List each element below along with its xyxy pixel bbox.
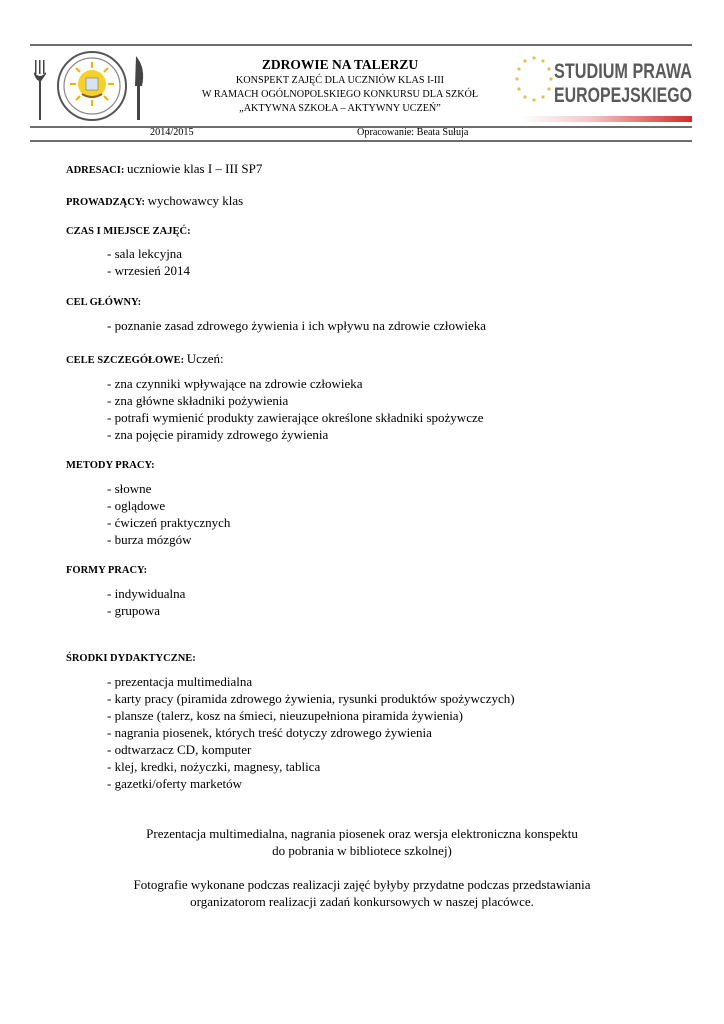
section-adresaci: ADRESACI: uczniowie klas I – III SP7 xyxy=(66,161,263,176)
formy-label: FORMY PRACY: xyxy=(66,565,148,576)
subtitle-line-2: W RAMACH OGÓLNOPOLSKIEGO KONKURSU DLA SZKÓŁ xyxy=(201,89,479,100)
note-photos-line-1: Fotografie wykonane podczas realizacji zajęć byłyby przydatne podczas przedstawiania xyxy=(133,877,591,892)
czas-label: CZAS I MIEJSCE ZAJĘĆ: xyxy=(66,226,191,237)
adresaci-label: ADRESACI xyxy=(66,165,121,176)
header-top-rule xyxy=(30,44,692,46)
note-download-line-2: do pobrania w bibliotece szkolnej) xyxy=(272,843,452,858)
list-item: - indywidualna xyxy=(107,586,186,601)
list-item: - słowne xyxy=(107,481,152,496)
list-item: - prezentacja multimedialna xyxy=(107,674,253,689)
list-item: - gazetki/oferty marketów xyxy=(107,776,242,791)
subtitle-line-1: KONSPEKT ZAJĘĆ DLA UCZNIÓW KLAS I-III xyxy=(235,75,445,86)
studium-prawa-logo xyxy=(512,50,697,122)
cele-value: Uczeń: xyxy=(186,351,224,366)
subtitle-line-3: „AKTYWNA SZKOŁA – AKTYWNY UCZEŃ” xyxy=(239,103,441,114)
metody-label: METODY PRACY: xyxy=(66,460,155,471)
document-title: ZDROWIE NA TALERZU xyxy=(261,57,419,72)
school-year: 2014/2015 xyxy=(150,127,194,138)
list-item: - oglądowe xyxy=(107,498,166,513)
section-cele-szczegolowe xyxy=(66,351,224,367)
list-item: - plansze (talerz, kosz na śmieci, nieuzupełniona piramida żywienia) xyxy=(107,708,463,723)
cele-label: CELE SZCZEGÓŁOWE: xyxy=(66,355,185,366)
list-item: - burza mózgów xyxy=(107,532,192,547)
list-item: - zna główne składniki pożywienia xyxy=(107,393,289,408)
author: Opracowanie: Beata Sułuja xyxy=(357,127,469,138)
note-download xyxy=(60,825,664,859)
cel-glowny-label: CEL GŁÓWNY: xyxy=(66,297,142,308)
srodki-label: ŚRODKI DYDAKTYCZNE: xyxy=(66,653,196,664)
list-item: - sala lekcyjna xyxy=(107,246,183,261)
list-item: - zna czynniki wpływające na zdrowie człowieka xyxy=(107,376,363,391)
accent-bar xyxy=(520,116,692,122)
plate-logo xyxy=(30,48,150,124)
note-photos-line-2: organizatorom realizacji zadań konkursowych w naszej placówce. xyxy=(190,894,534,909)
logo-line-2: EUROPEJSKIEGO xyxy=(554,84,692,107)
list-item: - poznanie zasad zdrowego żywienia i ich wpływu na zdrowie człowieka xyxy=(107,318,487,333)
list-item: - ćwiczeń praktycznych xyxy=(107,515,231,530)
prowadzacy-label: PROWADZĄCY: xyxy=(66,197,145,208)
list-item: - wrzesień 2014 xyxy=(107,263,191,278)
adresaci-value: uczniowie klas I – III SP7 xyxy=(126,161,263,176)
note-photos xyxy=(60,876,664,910)
fork-icon xyxy=(34,60,46,120)
section-prowadzacy xyxy=(66,193,243,209)
list-item: - odtwarzacz CD, komputer xyxy=(107,742,252,757)
knife-icon xyxy=(135,56,143,120)
header-bottom-rule xyxy=(30,140,692,142)
logo-line-1: STUDIUM PRAWA xyxy=(554,60,692,83)
list-item: - nagrania piosenek, których treść dotyczy zdrowego żywienia xyxy=(107,725,432,740)
list-item: - karty pracy (piramida zdrowego żywienia, rysunki produktów spożywczych) xyxy=(107,691,515,706)
note-download-line-1: Prezentacja multimedialna, nagrania piosenek oraz wersja elektroniczna konspektu xyxy=(146,826,578,841)
prowadzacy-value: wychowawcy klas xyxy=(147,193,244,208)
list-item: - potrafi wymienić produkty zawierające określone składniki spożywcze xyxy=(107,410,484,425)
eu-stars-icon xyxy=(515,56,552,101)
list-item: - zna pojęcie piramidy zdrowego żywienia xyxy=(107,427,329,442)
list-item: - grupowa xyxy=(107,603,161,618)
list-item: - klej, kredki, nożyczki, magnesy, tablica xyxy=(107,759,321,774)
